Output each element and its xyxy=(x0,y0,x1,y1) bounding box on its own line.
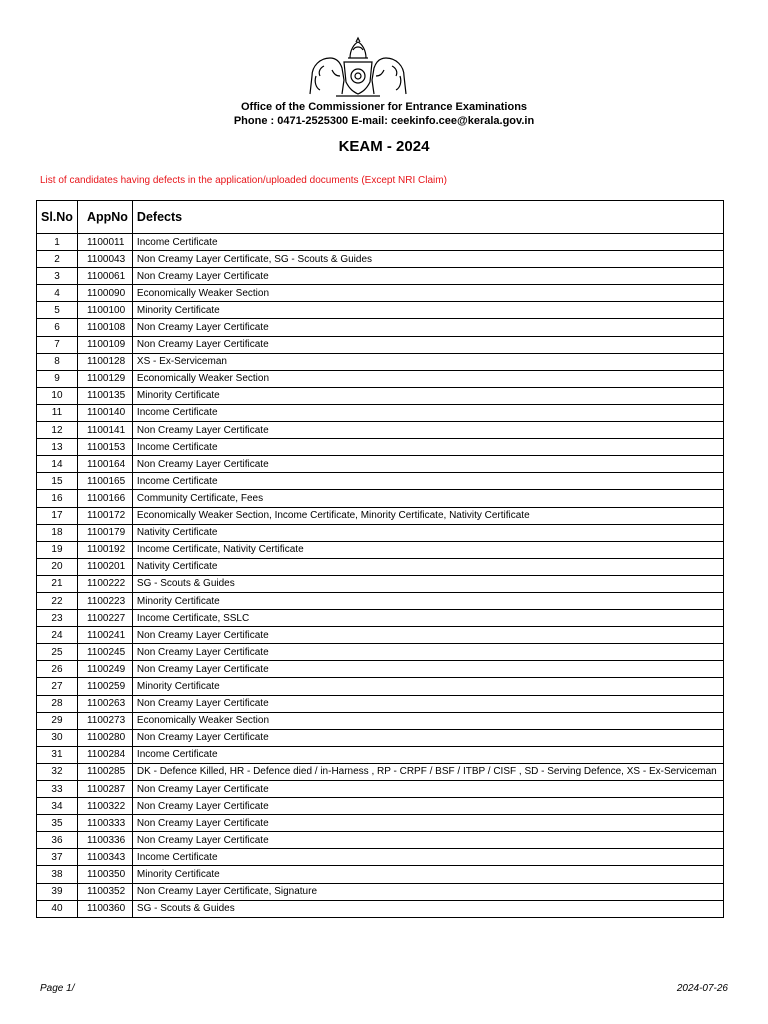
cell-appno: 1100280 xyxy=(77,729,132,746)
column-header-slno: Sl.No xyxy=(37,201,78,234)
cell-slno: 13 xyxy=(37,439,78,456)
cell-defects: Economically Weaker Section xyxy=(132,285,723,302)
cell-appno: 1100263 xyxy=(77,695,132,712)
cell-slno: 24 xyxy=(37,627,78,644)
table-row xyxy=(37,353,724,370)
cell-appno: 1100343 xyxy=(77,849,132,866)
table-row xyxy=(37,422,724,439)
cell-appno: 1100352 xyxy=(77,883,132,900)
cell-defects: Minority Certificate xyxy=(132,678,723,695)
cell-defects: Income Certificate xyxy=(132,746,723,763)
cell-slno: 1 xyxy=(37,234,78,251)
cell-defects: Economically Weaker Section, Income Certificate, Minority Certificate, Nativity Certificate xyxy=(132,507,723,524)
cell-slno: 36 xyxy=(37,832,78,849)
cell-appno: 1100135 xyxy=(77,387,132,404)
cell-defects: Income Certificate xyxy=(132,439,723,456)
office-contact: Phone : 0471-2525300 E-mail: ceekinfo.cee@kerala.gov.in xyxy=(233,115,535,127)
table-row xyxy=(37,507,724,524)
table-row xyxy=(37,849,724,866)
cell-slno: 40 xyxy=(37,900,78,917)
cell-appno: 1100227 xyxy=(77,610,132,627)
cell-defects: Minority Certificate xyxy=(132,592,723,609)
cell-appno: 1100284 xyxy=(77,746,132,763)
cell-slno: 7 xyxy=(37,336,78,353)
cell-appno: 1100128 xyxy=(77,353,132,370)
cell-defects: Income Certificate xyxy=(132,849,723,866)
cell-appno: 1100090 xyxy=(77,285,132,302)
cell-slno: 9 xyxy=(37,370,78,387)
table-row xyxy=(37,473,724,490)
cell-slno: 21 xyxy=(37,575,78,592)
cell-slno: 25 xyxy=(37,644,78,661)
table-row xyxy=(37,781,724,798)
cell-defects: Community Certificate, Fees xyxy=(132,490,723,507)
table-row xyxy=(37,798,724,815)
table-row xyxy=(37,610,724,627)
table-row xyxy=(37,490,724,507)
cell-slno: 10 xyxy=(37,387,78,404)
table-row xyxy=(37,900,724,917)
cell-defects: Non Creamy Layer Certificate, SG - Scouts & Guides xyxy=(132,251,723,268)
cell-defects: Non Creamy Layer Certificate xyxy=(132,644,723,661)
cell-appno: 1100259 xyxy=(77,678,132,695)
cell-slno: 19 xyxy=(37,541,78,558)
cell-defects: Income Certificate xyxy=(132,473,723,490)
cell-defects: Nativity Certificate xyxy=(132,558,723,575)
cell-defects: Income Certificate xyxy=(132,404,723,421)
cell-slno: 6 xyxy=(37,319,78,336)
cell-appno: 1100164 xyxy=(77,456,132,473)
cell-defects: Non Creamy Layer Certificate xyxy=(132,319,723,336)
cell-slno: 2 xyxy=(37,251,78,268)
cell-appno: 1100166 xyxy=(77,490,132,507)
cell-slno: 11 xyxy=(37,404,78,421)
footer-date: 2024-07-26 xyxy=(676,983,728,994)
table-row xyxy=(37,712,724,729)
kerala-state-emblem-icon xyxy=(306,36,410,98)
cell-appno: 1100249 xyxy=(77,661,132,678)
cell-appno: 1100201 xyxy=(77,558,132,575)
cell-slno: 22 xyxy=(37,592,78,609)
cell-appno: 1100140 xyxy=(77,404,132,421)
table-row xyxy=(37,319,724,336)
cell-appno: 1100141 xyxy=(77,422,132,439)
cell-appno: 1100100 xyxy=(77,302,132,319)
cell-slno: 27 xyxy=(37,678,78,695)
page-title: KEAM - 2024 xyxy=(338,138,430,155)
table-row xyxy=(37,524,724,541)
cell-appno: 1100350 xyxy=(77,866,132,883)
cell-defects: Non Creamy Layer Certificate xyxy=(132,661,723,678)
table-row xyxy=(37,815,724,832)
cell-appno: 1100109 xyxy=(77,336,132,353)
table-row xyxy=(37,541,724,558)
cell-appno: 1100153 xyxy=(77,439,132,456)
cell-appno: 1100165 xyxy=(77,473,132,490)
cell-slno: 26 xyxy=(37,661,78,678)
table-row xyxy=(37,866,724,883)
cell-defects: Non Creamy Layer Certificate xyxy=(132,336,723,353)
cell-defects: Minority Certificate xyxy=(132,302,723,319)
cell-appno: 1100245 xyxy=(77,644,132,661)
cell-defects: Non Creamy Layer Certificate xyxy=(132,798,723,815)
table-row xyxy=(37,575,724,592)
cell-defects: Non Creamy Layer Certificate xyxy=(132,627,723,644)
cell-defects: DK - Defence Killed, HR - Defence died / in-Harness , RP - CRPF / BSF / ITBP / CISF , SD - Serving Defence, XS - Ex-Serviceman xyxy=(132,763,723,780)
cell-defects: SG - Scouts & Guides xyxy=(132,900,723,917)
cell-slno: 8 xyxy=(37,353,78,370)
cell-defects: Non Creamy Layer Certificate xyxy=(132,832,723,849)
cell-slno: 37 xyxy=(37,849,78,866)
cell-appno: 1100222 xyxy=(77,575,132,592)
cell-defects: Non Creamy Layer Certificate xyxy=(132,729,723,746)
cell-slno: 31 xyxy=(37,746,78,763)
table-row xyxy=(37,592,724,609)
defects-table xyxy=(36,200,724,918)
cell-slno: 28 xyxy=(37,695,78,712)
cell-slno: 18 xyxy=(37,524,78,541)
table-row xyxy=(37,883,724,900)
cell-defects: Non Creamy Layer Certificate xyxy=(132,422,723,439)
cell-slno: 29 xyxy=(37,712,78,729)
cell-appno: 1100322 xyxy=(77,798,132,815)
table-row xyxy=(37,302,724,319)
table-row xyxy=(37,370,724,387)
table-row xyxy=(37,627,724,644)
page-number: Page 1/ xyxy=(40,983,75,994)
cell-defects: Economically Weaker Section xyxy=(132,712,723,729)
table-row xyxy=(37,832,724,849)
cell-slno: 14 xyxy=(37,456,78,473)
table-row xyxy=(37,644,724,661)
cell-defects: XS - Ex-Serviceman xyxy=(132,353,723,370)
table-row xyxy=(37,661,724,678)
table-row xyxy=(37,558,724,575)
cell-appno: 1100336 xyxy=(77,832,132,849)
cell-defects: SG - Scouts & Guides xyxy=(132,575,723,592)
table-row xyxy=(37,439,724,456)
cell-slno: 5 xyxy=(37,302,78,319)
cell-defects: Income Certificate xyxy=(132,234,723,251)
cell-slno: 30 xyxy=(37,729,78,746)
cell-defects: Non Creamy Layer Certificate xyxy=(132,781,723,798)
column-header-defects: Defects xyxy=(132,201,723,234)
cell-appno: 1100223 xyxy=(77,592,132,609)
column-header-appno: AppNo xyxy=(77,201,132,234)
list-subtitle: List of candidates having defects in the application/uploaded documents (Except NRI Claim) xyxy=(40,175,447,186)
cell-appno: 1100192 xyxy=(77,541,132,558)
table-row xyxy=(37,456,724,473)
table-row xyxy=(37,678,724,695)
cell-defects: Minority Certificate xyxy=(132,387,723,404)
cell-appno: 1100285 xyxy=(77,763,132,780)
table-row xyxy=(37,336,724,353)
table-row xyxy=(37,746,724,763)
cell-defects: Non Creamy Layer Certificate xyxy=(132,815,723,832)
cell-slno: 38 xyxy=(37,866,78,883)
table-row xyxy=(37,763,724,780)
table-row xyxy=(37,695,724,712)
cell-slno: 39 xyxy=(37,883,78,900)
table-row xyxy=(37,285,724,302)
table-row xyxy=(37,268,724,285)
cell-slno: 35 xyxy=(37,815,78,832)
office-name: Office of the Commissioner for Entrance Examinations xyxy=(240,101,528,113)
cell-appno: 1100179 xyxy=(77,524,132,541)
cell-defects: Non Creamy Layer Certificate, Signature xyxy=(132,883,723,900)
cell-appno: 1100287 xyxy=(77,781,132,798)
cell-defects: Nativity Certificate xyxy=(132,524,723,541)
cell-appno: 1100333 xyxy=(77,815,132,832)
cell-defects: Income Certificate, Nativity Certificate xyxy=(132,541,723,558)
cell-slno: 16 xyxy=(37,490,78,507)
cell-defects: Minority Certificate xyxy=(132,866,723,883)
cell-slno: 20 xyxy=(37,558,78,575)
cell-slno: 33 xyxy=(37,781,78,798)
table-row xyxy=(37,234,724,251)
cell-appno: 1100108 xyxy=(77,319,132,336)
cell-slno: 34 xyxy=(37,798,78,815)
cell-slno: 4 xyxy=(37,285,78,302)
table-row xyxy=(37,729,724,746)
cell-appno: 1100043 xyxy=(77,251,132,268)
cell-appno: 1100273 xyxy=(77,712,132,729)
cell-defects: Non Creamy Layer Certificate xyxy=(132,695,723,712)
cell-appno: 1100061 xyxy=(77,268,132,285)
cell-defects: Non Creamy Layer Certificate xyxy=(132,268,723,285)
cell-defects: Income Certificate, SSLC xyxy=(132,610,723,627)
cell-appno: 1100129 xyxy=(77,370,132,387)
cell-slno: 23 xyxy=(37,610,78,627)
cell-slno: 12 xyxy=(37,422,78,439)
cell-slno: 32 xyxy=(37,763,78,780)
cell-appno: 1100360 xyxy=(77,900,132,917)
table-row xyxy=(37,404,724,421)
cell-defects: Non Creamy Layer Certificate xyxy=(132,456,723,473)
table-body xyxy=(37,234,724,918)
cell-defects: Economically Weaker Section xyxy=(132,370,723,387)
cell-slno: 3 xyxy=(37,268,78,285)
table-row xyxy=(37,251,724,268)
table-row xyxy=(37,387,724,404)
cell-slno: 17 xyxy=(37,507,78,524)
cell-slno: 15 xyxy=(37,473,78,490)
cell-appno: 1100011 xyxy=(77,234,132,251)
cell-appno: 1100172 xyxy=(77,507,132,524)
table-header-row xyxy=(37,201,724,234)
cell-appno: 1100241 xyxy=(77,627,132,644)
